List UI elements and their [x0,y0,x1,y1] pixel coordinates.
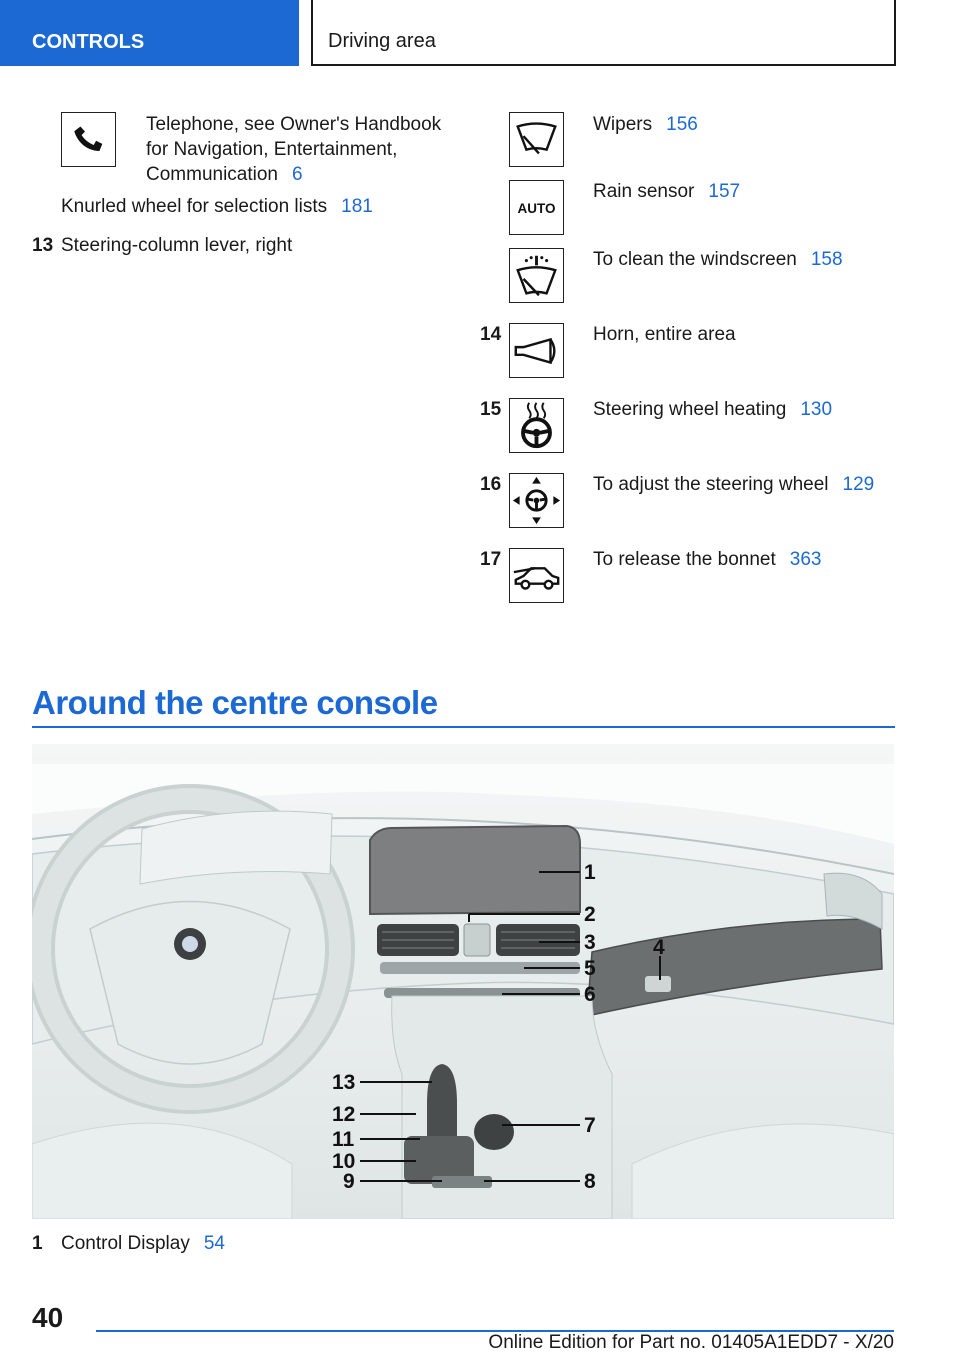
header-chapter-box [311,0,896,66]
auto-icon [509,180,564,235]
item-17-entry [593,547,821,572]
clean-windscreen-page-ref[interactable]: 158 [810,249,843,270]
horn-icon [509,323,564,378]
wipers-entry [593,112,698,137]
callout-11: 11 [332,1128,355,1151]
steering-wheel-adjust-icon [509,473,564,528]
item-number-14: 14 [480,324,502,345]
item-16-entry [593,472,874,497]
item-17-page-ref[interactable]: 363 [789,549,822,570]
wipers-page-ref[interactable]: 156 [666,114,698,135]
steering-wheel-heating-icon [509,398,564,453]
clean-windscreen-text: To clean the windscreen [593,249,797,270]
item-15-page-ref[interactable]: 130 [800,399,833,420]
item-17-text: To release the bonnet [593,549,776,570]
callout-10: 10 [332,1150,356,1173]
item-16-page-ref[interactable]: 129 [842,474,875,495]
centre-console-illustration [32,744,894,1219]
callout-6: 6 [584,983,596,1006]
list-item-number: 1 [32,1233,43,1254]
telephone-entry [146,112,456,187]
auto-icon-label: AUTO [517,200,556,216]
rain-sensor-page-ref[interactable]: 157 [708,181,741,202]
washer-icon [509,248,564,303]
item-13-text: Steering-column lever, right [61,235,293,256]
item-number-15: 15 [480,399,502,420]
wiper-icon [509,112,564,167]
item-16-text: To adjust the steering wheel [593,474,829,495]
knurled-wheel-text: Knurled wheel for selection lists [61,196,328,217]
rain-sensor-text: Rain sensor [593,181,695,202]
callout-7: 7 [584,1114,596,1137]
page-number: 40 [32,1302,64,1333]
telephone-text: Telephone, see Owner's Handbook for Navigation, Entertainment, Communication [146,114,442,185]
bonnet-icon [509,548,564,603]
callout-5: 5 [584,957,596,980]
list-item-text: Control Display [61,1233,190,1254]
section-title: Around the centre console [32,684,438,721]
header-chapter-title: Driving area [328,30,436,52]
centre-console-drawing [32,744,894,1219]
clean-windscreen-entry [593,247,843,272]
knurled-wheel-entry [61,194,373,219]
item-15-entry [593,397,832,422]
callout-12: 12 [332,1103,356,1126]
item-number-13: 13 [32,235,54,256]
item-14-text: Horn, entire area [593,324,736,345]
callout-9: 9 [343,1170,355,1193]
callout-8: 8 [584,1170,596,1193]
rain-sensor-entry [593,179,740,204]
list-item [61,1231,225,1256]
callout-4: 4 [653,936,665,959]
wipers-text: Wipers [593,114,653,135]
callout-3: 3 [584,931,596,954]
item-number-16: 16 [480,474,502,495]
footer-edition: Online Edition for Part no. 01405A1EDD7 - X/20 [488,1332,894,1353]
knurled-wheel-page-ref[interactable]: 181 [341,196,373,217]
list-item-page-ref[interactable]: 54 [203,1233,225,1254]
item-15-text: Steering wheel heating [593,399,787,420]
callout-1: 1 [584,861,596,884]
telephone-page-ref[interactable]: 6 [292,164,303,185]
section-divider [32,726,895,728]
header-section-tab [0,0,299,66]
header-section-label: CONTROLS [32,31,145,53]
callout-2: 2 [584,903,596,926]
telephone-icon [61,112,116,167]
callout-13: 13 [332,1071,356,1094]
item-number-17: 17 [480,549,502,570]
